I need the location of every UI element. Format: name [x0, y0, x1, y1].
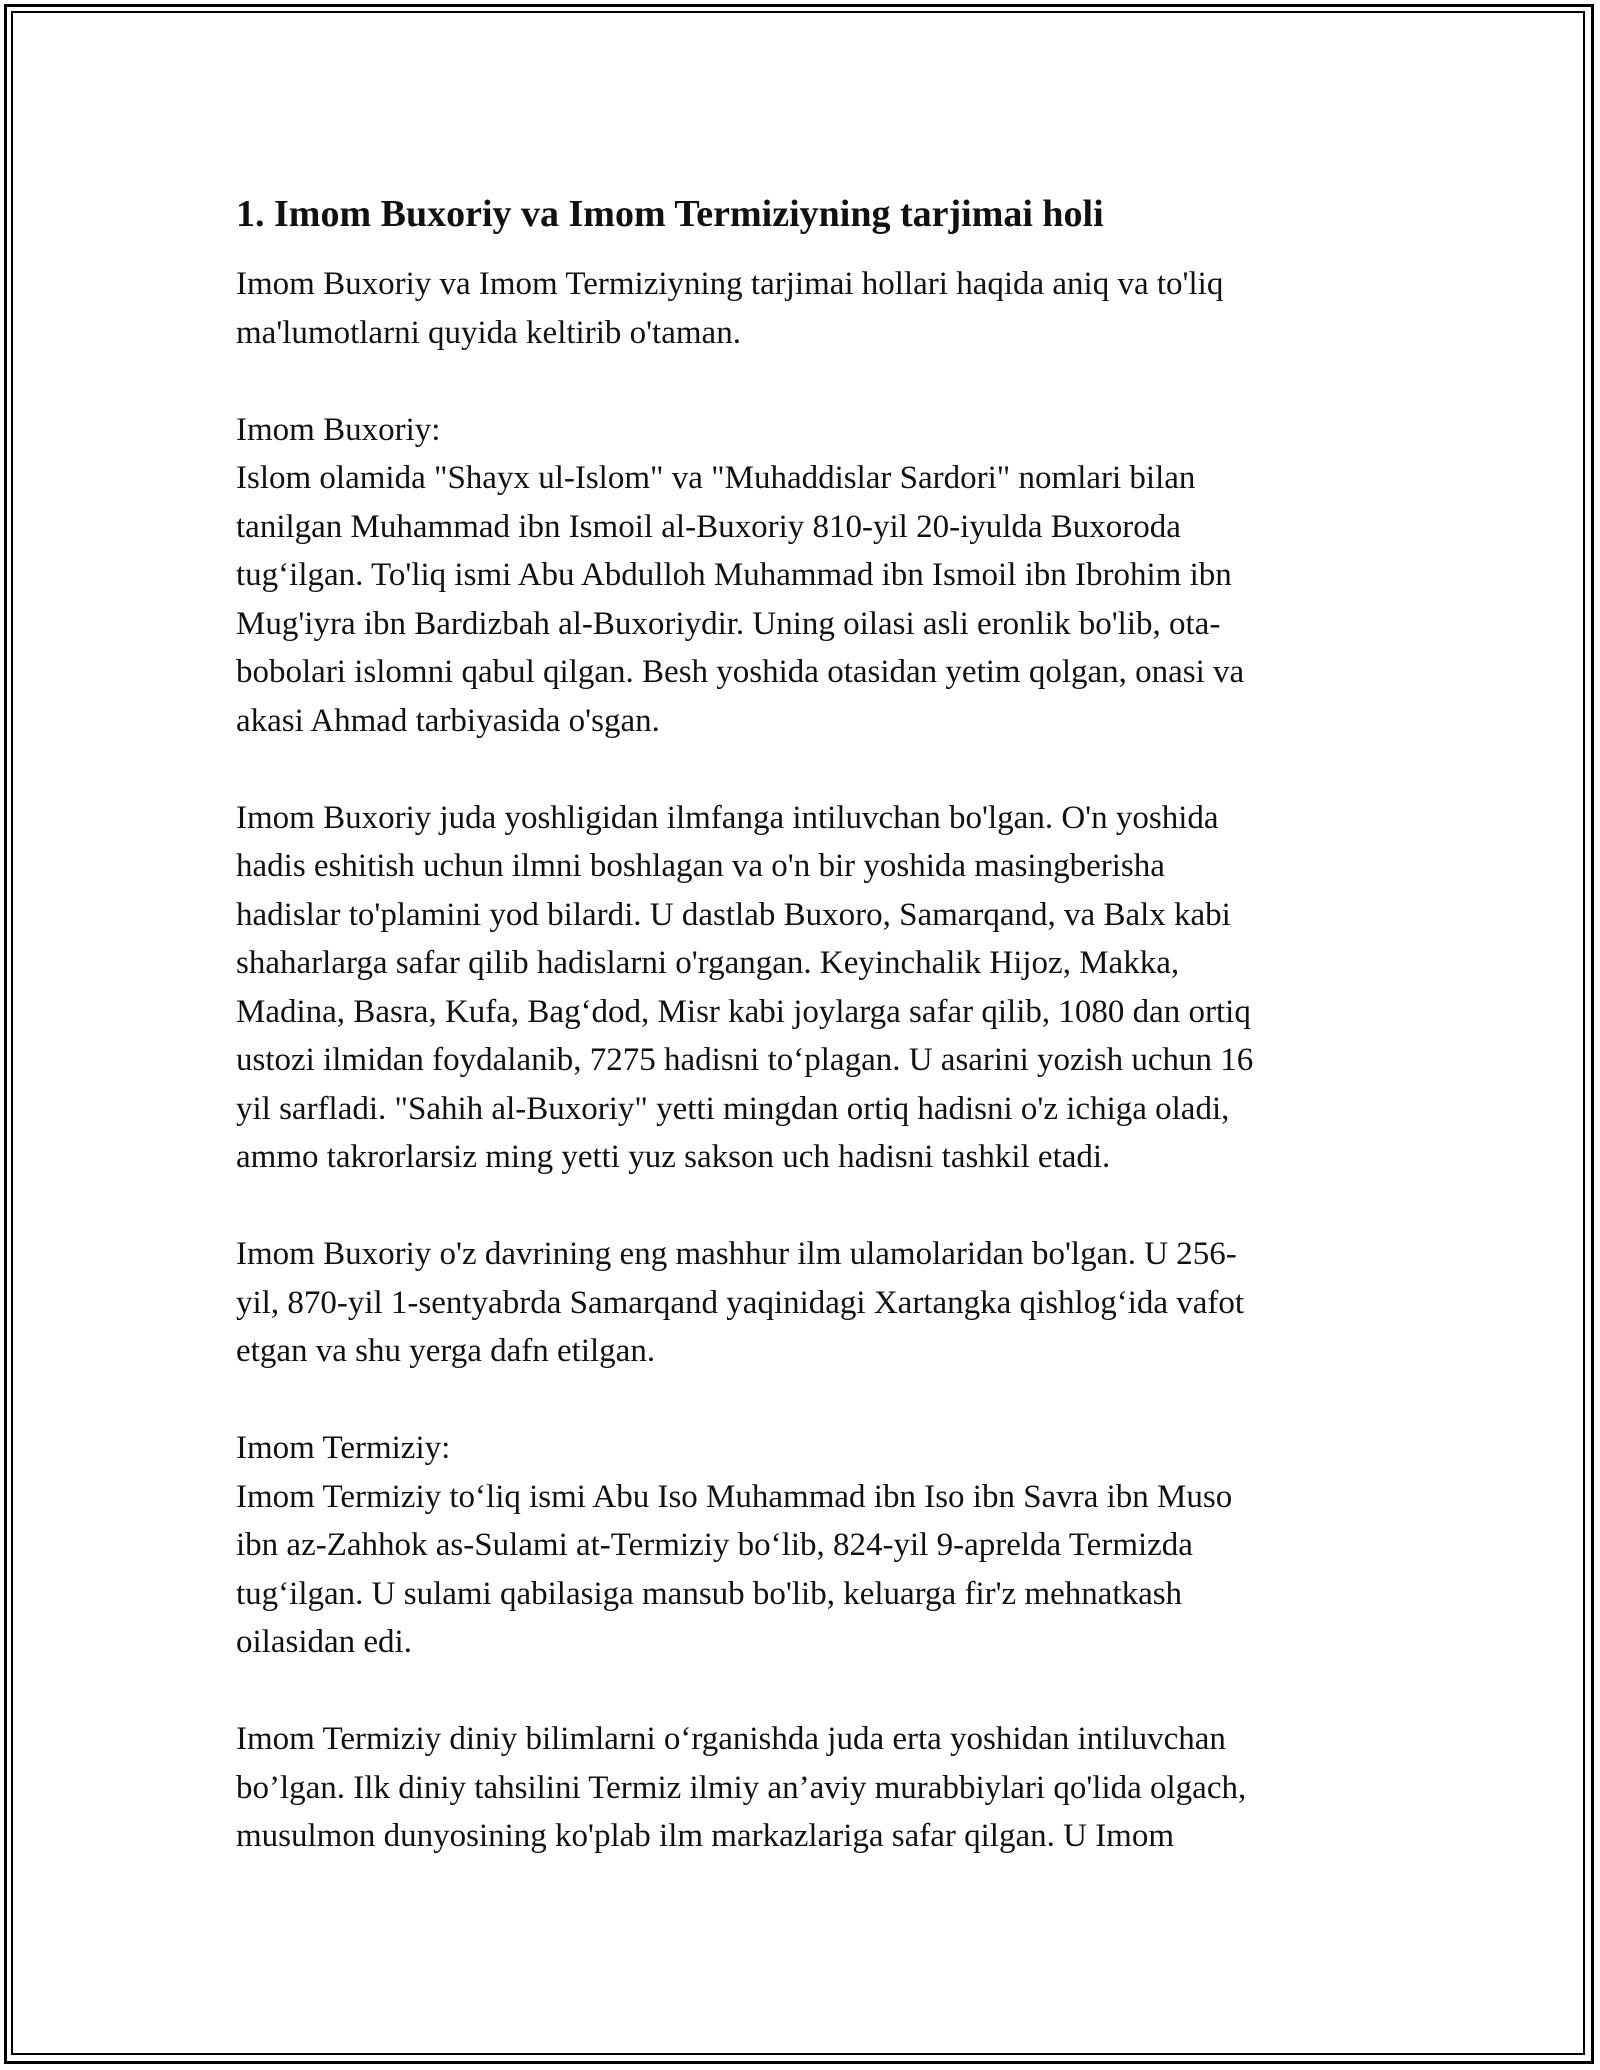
text-line: Imom Termiziy to‘liq ismi Abu Iso Muhammad ibn Iso ibn Savra ibn Muso [236, 1478, 1233, 1515]
buxoriy-biography-paragraph [236, 406, 1386, 746]
intro-paragraph [236, 260, 1386, 357]
text-line: bo’lgan. Ilk diniy tahsilini Termiz ilmiy an’aviy murabbiylari qo'lida olgach, [236, 1769, 1247, 1806]
text-line: yil, 870-yil 1-sentyabrda Samarqand yaqinidagi Xartangka qishlog‘ida vafot [236, 1284, 1245, 1321]
text-line: etgan va shu yerga dafn etilgan. [236, 1333, 656, 1369]
subheading-buxoriy: Imom Buxoriy: [236, 411, 441, 448]
text-line: ammo takrorlarsiz ming yetti yuz sakson uch hadisni tashkil etadi. [236, 1139, 1111, 1175]
text-line: Mug'iyra ibn Bardizbah al-Buxoriydir. Uning oilasi asli eronlik bo'lib, ota- [236, 605, 1221, 642]
text-line: Imom Buxoriy va Imom Termiziyning tarjimai hollari haqida aniq va to'liq [236, 266, 1224, 302]
text-line: Imom Buxoriy juda yoshligidan ilmfanga intiluvchan bo'lgan. O'n yoshida [236, 799, 1219, 836]
text-line: shaharlarga safar qilib hadislarni o'rgangan. Keyinchalik Hijoz, Makka, [236, 945, 1180, 981]
text-line: akasi Ahmad tarbiyasida o'sgan. [236, 702, 660, 739]
text-line: tug‘ilgan. U sulami qabilasiga mansub bo'lib, keluarga fir'z mehnatkash [236, 1575, 1183, 1612]
text-line: ibn az-Zahhok as-Sulami at-Termiziy bo‘lib, 824-yil 9-aprelda Termizda [236, 1527, 1193, 1563]
section-heading: 1. Imom Buxoriy va Imom Termiziyning tarjimai holi [236, 193, 1104, 235]
text-line: hadislar to'plamini yod bilardi. U dastlab Buxoro, Samarqand, va Balx kabi [236, 896, 1231, 933]
text-line: ma'lumotlarni quyida keltirib o'taman. [236, 314, 741, 351]
text-line: musulmon dunyosining ko'plab ilm markazlariga safar qilgan. U Imom [236, 1818, 1175, 1854]
text-line: Madina, Basra, Kufa, Bag‘dod, Misr kabi joylarga safar qilib, 1080 dan ortiq [236, 993, 1251, 1030]
text-line: tug‘ilgan. To'liq ismi Abu Abdulloh Muhammad ibn Ismoil ibn Ibrohim ibn [236, 557, 1232, 593]
text-line: bobolari islomni qabul qilgan. Besh yoshida otasidan yetim qolgan, onasi va [236, 654, 1245, 690]
termiziy-biography-paragraph [236, 1424, 1386, 1667]
document-body [236, 186, 1386, 1861]
buxoriy-death-paragraph [236, 1230, 1386, 1376]
text-line: Islom olamida "Shayx ul-Islom" va "Muhaddislar Sardori" nomlari bilan [236, 460, 1196, 496]
text-line: Imom Termiziy diniy bilimlarni o‘rganishda juda erta yoshidan intiluvchan [236, 1721, 1226, 1757]
termiziy-studies-paragraph [236, 1715, 1386, 1861]
text-line: Imom Buxoriy o'z davrining eng mashhur ilm ulamolaridan bo'lgan. U 256- [236, 1236, 1237, 1272]
text-line: oilasidan edi. [236, 1624, 412, 1660]
text-line: yil sarfladi. "Sahih al-Buxoriy" yetti mingdan ortiq hadisni o'z ichiga oladi, [236, 1090, 1230, 1127]
text-line: hadis eshitish uchun ilmni boshlagan va o'n bir yoshida masingberisha [236, 848, 1165, 884]
buxoriy-studies-paragraph [236, 794, 1386, 1182]
text-line: tanilgan Muhammad ibn Ismoil al-Buxoriy 810-yil 20-iyulda Buxoroda [236, 508, 1181, 545]
text-line: ustozi ilmidan foydalanib, 7275 hadisni to‘plagan. U asarini yozish uchun 16 [236, 1042, 1254, 1078]
subheading-termiziy: Imom Termiziy: [236, 1430, 451, 1466]
